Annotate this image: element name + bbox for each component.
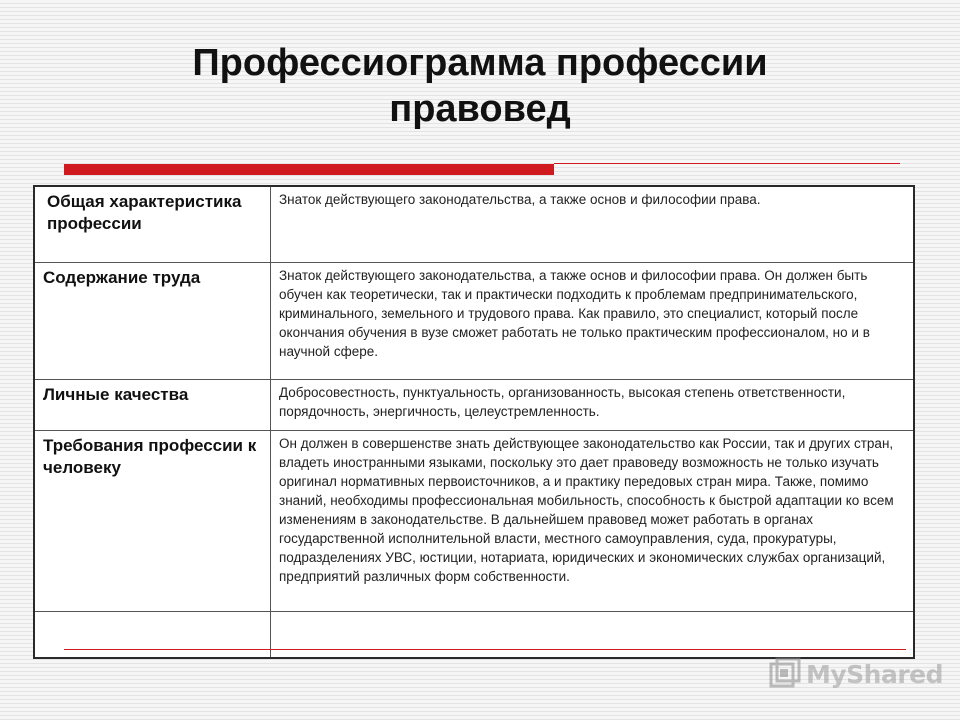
table-row (35, 430, 913, 611)
row-description-cell (271, 187, 914, 262)
row-label-cell (35, 611, 271, 657)
table-row (35, 379, 913, 430)
watermark (766, 656, 943, 692)
row-label-cell (35, 262, 271, 379)
row-label: Личные качества (43, 384, 189, 404)
myshared-logo-icon (766, 656, 802, 692)
row-description-cell (271, 379, 914, 430)
bottom-red-line (64, 649, 906, 650)
accent-red-bar (64, 164, 554, 175)
row-description (271, 612, 913, 615)
row-label-cell (35, 187, 271, 262)
row-description: Знаток действующего законодательства, а также основ и философии права. (279, 192, 761, 207)
watermark-text: MyShared (806, 659, 944, 689)
slide-title-line-2: правовед (389, 88, 571, 130)
row-label: Требования профессии к человеку (43, 435, 257, 477)
row-description: Знаток действующего законодательства, а также основ и философии права. Он должен быть обучен как теоретически, так и практически подходить к проблемам предпринимательского, криминального, земельного и трудового права. Как правило, это специалист, который после окончания обучения в вузе сможет работать не только практическим профессионалом, но и в научной сфере. (279, 267, 870, 359)
row-description: Он должен в совершенстве знать действующее законодательство как России, так и других стран, владеть иностранными языками, поскольку это дает правоведу возможность не только изучать оригинал нормативных первоисточников, а и практику передовых стран мира. Также, помимо знаний, необходимы профессиональная мобильность, способность к быстрой адаптации ко всем изменениям в законодательстве. В дальнейшем правовед может работать в органах государственной исполнительной власти, местного самоуправления, суда, прокуратуры, подразделениях УВС, юстиции, нотариата, юридических и экономических службах организаций, предприятий различных форм собственности. (279, 435, 894, 584)
row-description-cell (271, 430, 914, 611)
row-label (35, 612, 270, 616)
row-label-cell (35, 379, 271, 430)
table-row (35, 187, 913, 262)
accent-red-line (554, 163, 900, 164)
profession-table (33, 185, 915, 659)
row-label-cell (35, 430, 271, 611)
slide-title (80, 40, 880, 132)
table-row-empty (35, 611, 913, 657)
slide-title-line-1: Профессиограмма профессии (192, 42, 768, 84)
table-row (35, 262, 913, 379)
row-description-cell (271, 611, 914, 657)
row-label: Общая характеристика профессии (47, 192, 242, 233)
row-description-cell (271, 262, 914, 379)
row-description: Добросовестность, пунктуальность, организованность, высокая степень ответственности, порядочность, энергичность, целеустремленность. (279, 384, 846, 419)
row-label: Содержание труда (43, 267, 201, 287)
